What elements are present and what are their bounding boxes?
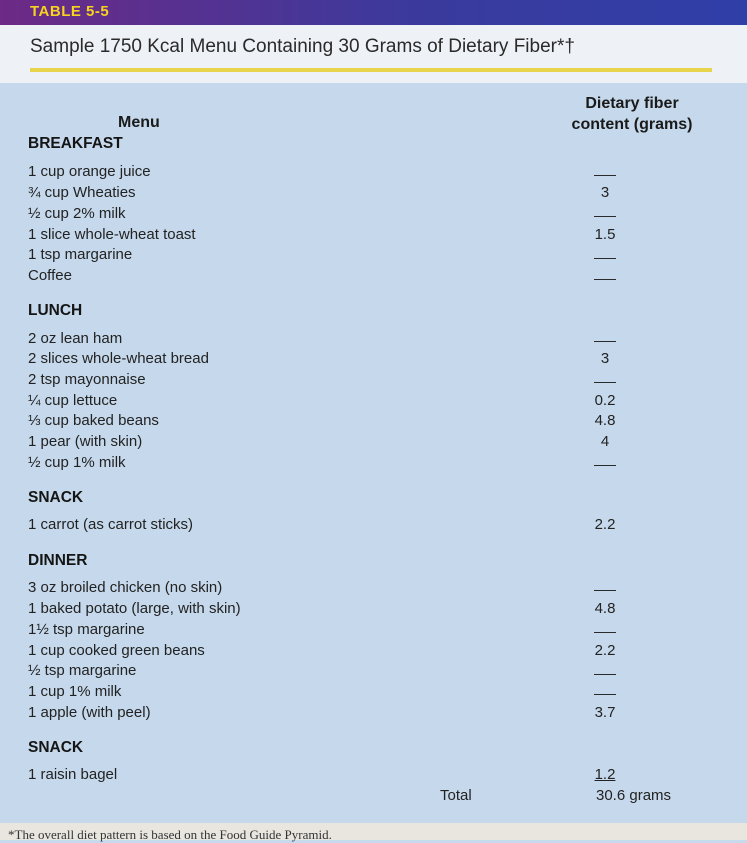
menu-item: 1 cup 1% milk	[28, 683, 122, 700]
fiber-value: 1.5	[594, 226, 616, 243]
fiber-dash	[594, 341, 616, 342]
title-rule	[30, 68, 712, 72]
table-label: TABLE 5-5	[30, 3, 110, 20]
section-dinner: DINNER	[28, 552, 88, 569]
fiber-dash	[594, 279, 616, 280]
menu-item: 1 tsp margarine	[28, 246, 133, 263]
menu-item: 1 apple (with peel)	[28, 704, 151, 721]
section-breakfast: BREAKFAST	[28, 135, 123, 152]
fiber-value: 3	[600, 184, 610, 201]
menu-item: 2 slices whole-wheat bread	[28, 350, 209, 367]
fiber-value: 4.8	[594, 600, 616, 617]
menu-item: Coffee	[28, 267, 72, 284]
fiber-dash	[594, 175, 616, 176]
menu-item: 1 slice whole-wheat toast	[28, 226, 196, 243]
footnote: *The overall diet pattern is based on the Food Guide Pyramid.	[8, 827, 332, 842]
fiber-value: 1.2	[594, 766, 616, 783]
fiber-dash	[594, 216, 616, 217]
fiber-dash	[594, 382, 616, 383]
total-label: Total	[440, 787, 472, 804]
menu-item: 2 tsp mayonnaise	[28, 371, 146, 388]
menu-column-header: Menu	[118, 114, 160, 131]
table-title: Sample 1750 Kcal Menu Containing 30 Grams of Dietary Fiber*†	[30, 36, 575, 57]
fiber-header-line1: Dietary fiber	[585, 95, 679, 112]
fiber-value: 2.2	[594, 642, 616, 659]
menu-item: 1 baked potato (large, with skin)	[28, 600, 241, 617]
total-value: 30.6 grams	[596, 787, 672, 804]
section-lunch: LUNCH	[28, 302, 83, 319]
fiber-column-header	[548, 93, 716, 135]
fiber-value: 3.7	[594, 704, 616, 721]
fiber-dash	[594, 590, 616, 591]
fiber-value: 3	[600, 350, 610, 367]
fiber-value: 4	[600, 433, 610, 450]
menu-item: ½ cup 2% milk	[28, 205, 126, 222]
fiber-header-line2: content (grams)	[571, 116, 693, 133]
menu-item: 3 oz broiled chicken (no skin)	[28, 579, 223, 596]
fiber-value: 0.2	[594, 392, 616, 409]
fiber-value: 2.2	[594, 516, 616, 533]
menu-item: 2 oz lean ham	[28, 330, 123, 347]
fiber-value: 4.8	[594, 412, 616, 429]
menu-item: ¼ cup lettuce	[28, 392, 118, 409]
menu-item: 1 raisin bagel	[28, 766, 118, 783]
menu-item: 1 carrot (as carrot sticks)	[28, 516, 194, 533]
menu-item: 1 cup cooked green beans	[28, 642, 205, 659]
fiber-dash	[594, 674, 616, 675]
menu-item: ½ cup 1% milk	[28, 454, 126, 471]
section-snack: SNACK	[28, 739, 84, 756]
fiber-dash	[594, 258, 616, 259]
menu-item: ½ tsp margarine	[28, 662, 137, 679]
menu-item: ⅓ cup baked beans	[28, 412, 159, 429]
menu-item: ¾ cup Wheaties	[28, 184, 136, 201]
fiber-dash	[594, 632, 616, 633]
menu-item: 1 pear (with skin)	[28, 433, 143, 450]
section-snack: SNACK	[28, 489, 84, 506]
fiber-dash	[594, 694, 616, 695]
fiber-dash	[594, 465, 616, 466]
table-label-bar	[0, 0, 747, 25]
menu-item: 1 cup orange juice	[28, 163, 151, 180]
menu-item: 1½ tsp margarine	[28, 621, 145, 638]
